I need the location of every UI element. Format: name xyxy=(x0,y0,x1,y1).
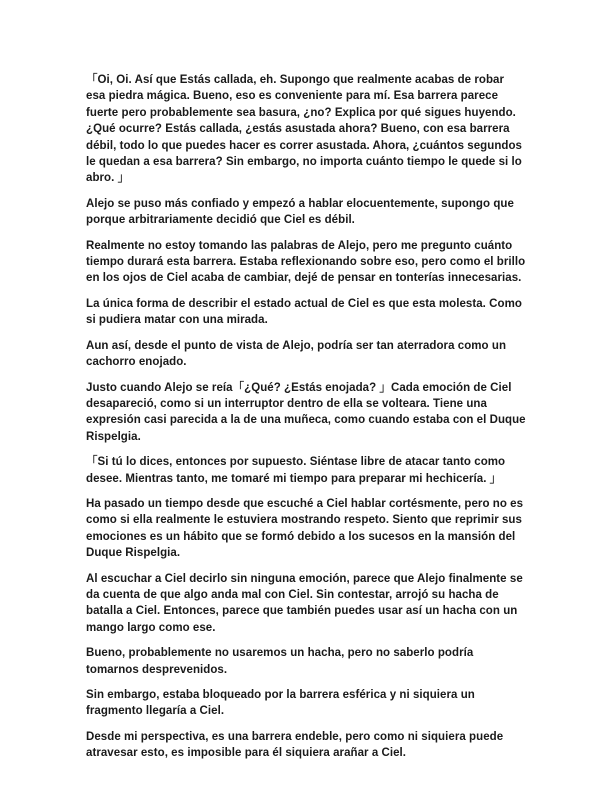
paragraph-7: 「Si tú lo dices, entonces por supuesto. Siéntase libre de atacar tanto como desee. Mientras tanto, me tomaré mi tiempo para preparar mi hechicería. 」 xyxy=(86,456,506,485)
paragraph-2: Alejo se puso más confiado y empezó a hablar elocuentemente, supongo que porque arbitrariamente decidió que Ciel es débil. xyxy=(86,197,514,227)
paragraph-11: Sin embargo, estaba bloqueado por la barrera esférica y ni siquiera un fragmento llegaría a Ciel. xyxy=(86,689,475,718)
paragraph-12: Desde mi perspectiva, es una barrera endeble, pero como ni siquiera puede atravesar esto, es imposible para él siquiera arañar a Ciel. xyxy=(86,730,504,760)
document-page xyxy=(86,72,526,771)
paragraph-5: Aun así, desde el punto de vista de Alejo, podría ser tan aterradora como un cachorro enojado. xyxy=(86,339,507,369)
paragraph-3: Realmente no estoy tomando las palabras de Alejo, pero me pregunto cuánto tiempo durará esta barrera. Estaba reflexionando sobre eso, pero como el brillo en los ojos de Ciel acaba de cambiar, dejé de pensar en tonterías innecesarias. xyxy=(86,239,526,285)
paragraph-4: La única forma de describir el estado actual de Ciel es que esta molesta. Como si pudiera matar con una mirada. xyxy=(86,297,522,327)
paragraph-1: 「Oi, Oi. Así que Estás callada, eh. Supongo que realmente acabas de robar esa piedra mágica. Bueno, eso es conveniente para mí. Esa barrera parece fuerte pero probablemente sea basura, ¿no? Explica por qué sigues huyendo. ¿Qué ocurre? Estás callada, ¿estás asustada ahora? Bueno, con esa barrera débil, todo lo que puedes hacer es correr asustada. Ahora, ¿cuántos segundos le quedan a esa barrera? Sin embargo, no importa cuánto tiempo le quede si lo abro. 」 xyxy=(86,74,522,185)
paragraph-9: Al escuchar a Ciel decirlo sin ninguna emoción, parece que Alejo finalmente se da cuenta de que algo anda mal con Ciel. Sin contestar, arrojó su hacha de batalla a Ciel. Entonces, parece que también puedes usar así un hacha con un mango largo como ese. xyxy=(86,572,523,634)
paragraph-8: Ha pasado un tiempo desde que escuché a Ciel hablar cortésmente, pero no es como si ella realmente le estuviera mostrando respeto. Siento que reprimir sus emociones es un hábito que se formó debido a los sucesos en la mansión del Duque Rispelgia. xyxy=(86,497,524,560)
paragraph-10: Bueno, probablemente no usaremos un hacha, pero no saberlo podría tomarnos desprevenidos. xyxy=(86,647,474,676)
paragraph-6: Justo cuando Alejo se reía「¿Qué? ¿Estás enojada? 」Cada emoción de Ciel desapareció, como si un interruptor dentro de ella se volteara. Tiene una expresión casi parecida a la de una muñeca, como cuando estaba con el Duque Rispelgia. xyxy=(86,381,526,443)
